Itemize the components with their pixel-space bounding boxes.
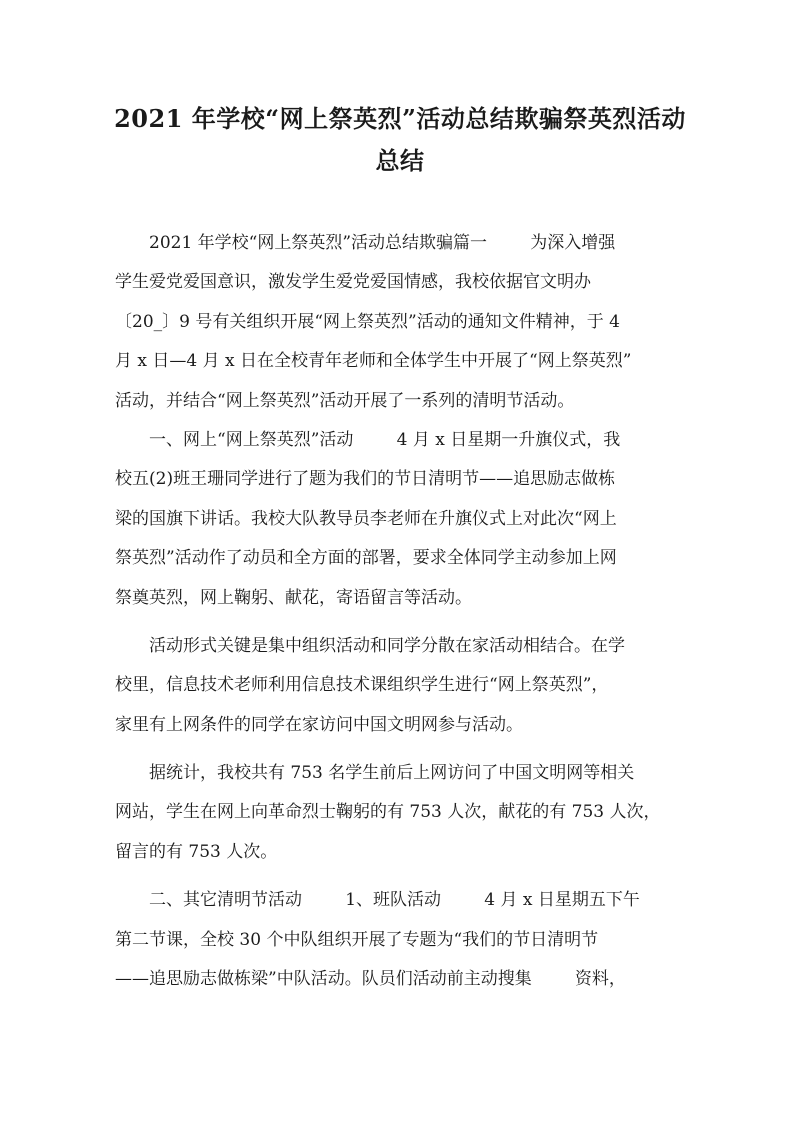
text-line: 活动形式关键是集中组织活动和同学分散在家活动相结合。在学 bbox=[149, 635, 625, 656]
text-line: 〔20_〕9 号有关组织开展“网上祭英烈”活动的通知文件精神，于 4 bbox=[115, 311, 620, 332]
text-line: 祭奠英烈，网上鞠躬、献花，寄语留言等活动。 bbox=[115, 587, 472, 608]
document-body bbox=[115, 224, 685, 999]
paragraph bbox=[115, 224, 685, 421]
text-line: 留言的有 753 人次。 bbox=[115, 841, 278, 862]
text-line: 月 x 日—4 月 x 日在全校青年老师和全体学生中开展了“网上祭英烈” bbox=[115, 351, 632, 372]
text-line: 学生爱党爱国意识，激发学生爱党爱国情感，我校依据官文明办 bbox=[115, 272, 591, 293]
text-line: 第二节课，全校 30 个中队组织开展了专题为“我们的节日清明节 bbox=[115, 929, 599, 950]
text-line: ——追思励志做栋梁”中队活动。队员们活动前主动搜集 资料， bbox=[115, 969, 626, 990]
paragraph bbox=[115, 421, 685, 618]
document-title bbox=[112, 98, 688, 182]
text-line: 二、其它清明节活动 1、班队活动 4 月 x 日星期五下午 bbox=[149, 890, 640, 911]
text-line: 梁的国旗下讲话。我校大队教导员李老师在升旗仪式上对此次“网上 bbox=[115, 508, 617, 529]
paragraph-spacer bbox=[115, 872, 685, 881]
text-line: 祭英烈”活动作了动员和全方面的部署，要求全体同学主动参加上网 bbox=[115, 548, 617, 569]
paragraph bbox=[115, 627, 685, 745]
title-line-2: 总结 bbox=[375, 146, 425, 175]
title-line-1: 2021 年学校“网上祭英烈”活动总结欺骗祭英烈活动 bbox=[114, 104, 686, 133]
paragraph bbox=[115, 881, 685, 999]
paragraph-spacer bbox=[115, 618, 685, 627]
paragraph-spacer bbox=[115, 745, 685, 754]
text-line: 网站，学生在网上向革命烈士鞠躬的有 753 人次，献花的有 753 人次， bbox=[115, 802, 661, 823]
text-line: 校五(2)班王珊同学进行了题为我们的节日清明节——追思励志做栋 bbox=[115, 469, 616, 490]
text-line: 活动，并结合“网上祭英烈”活动开展了一系列的清明节活动。 bbox=[115, 390, 575, 411]
text-line: 2021 年学校“网上祭英烈”活动总结欺骗篇一 为深入增强 bbox=[149, 233, 616, 253]
paragraph bbox=[115, 754, 685, 872]
text-line: 一、网上“网上祭英烈”活动 4 月 x 日星期一升旗仪式，我 bbox=[149, 429, 621, 450]
text-line: 据统计，我校共有 753 名学生前后上网访问了中国文明网等相关 bbox=[149, 763, 635, 784]
text-line: 校里，信息技术老师利用信息技术课组织学生进行“网上祭英烈”， bbox=[115, 675, 609, 696]
text-line: 家里有上网条件的同学在家访问中国文明网参与活动。 bbox=[115, 714, 523, 735]
